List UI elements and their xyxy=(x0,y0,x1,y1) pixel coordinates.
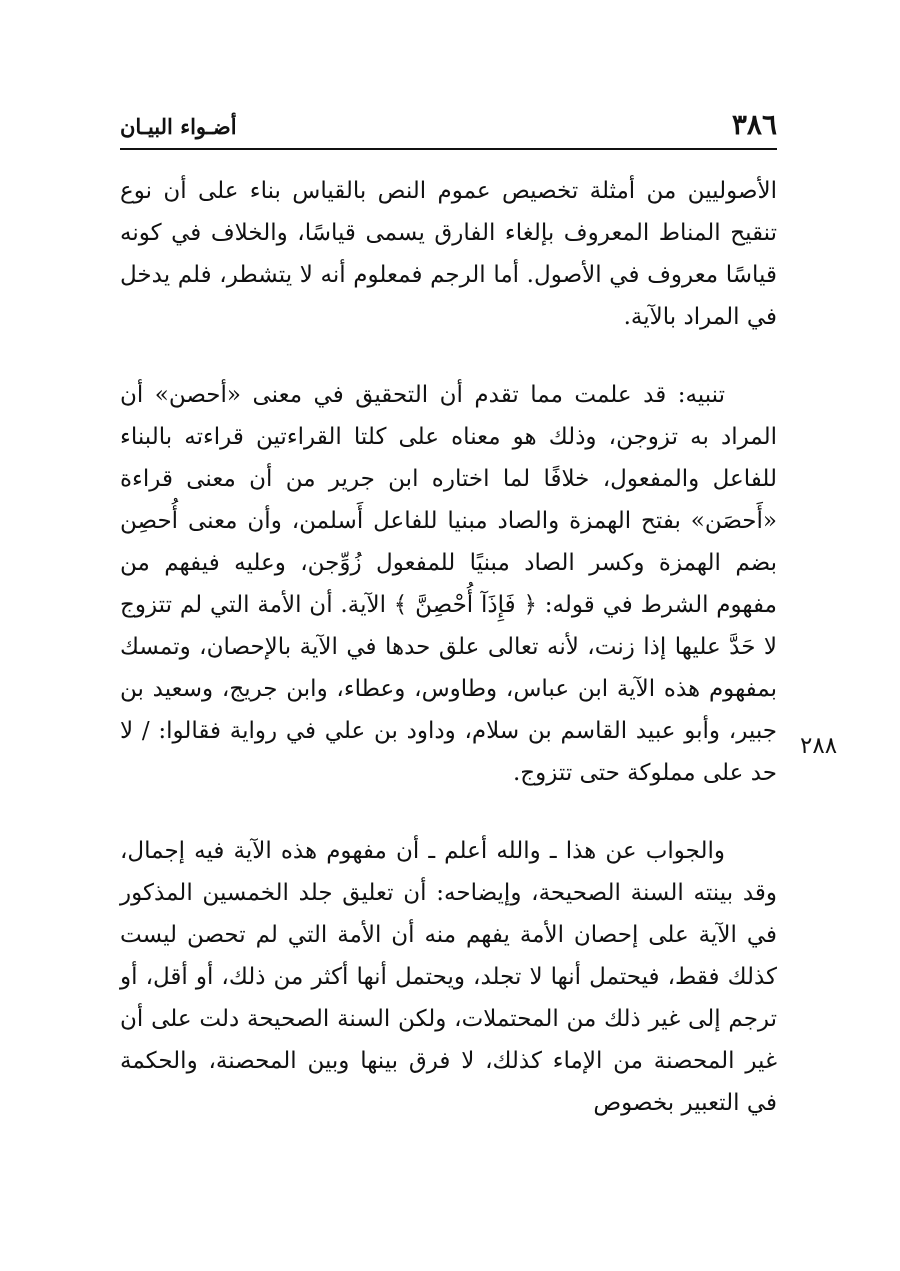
paragraph-3: والجواب عن هذا ـ والله أعلم ـ أن مفهوم هذه الآية فيه إجمال، وقد بينته السنة الصحيحة، وإيضاحه: أن تعليق جلد الخمسين المذكور في الآية على إحصان الأمة يفهم منه أن الأمة التي لم تحصن ليست كذلك فقط، فيحتمل أنها لا تجلد، ويحتمل أنها أكثر من ذلك، أو أقل، أو ترجم إلى غير ذلك من المحتملات، ولكن السنة الصحيحة دلت على أن غير المحصنة من الإماء كذلك، لا فرق بينها وبين المحصنة، والحكمة في التعبير بخصوص xyxy=(120,838,777,1116)
book-title: أضـواء البيـان xyxy=(120,114,237,139)
paragraph-2: تنبيه: قد علمت مما تقدم أن التحقيق في معنى «أحصن» أن المراد به تزوجن، وذلك هو معناه على كلتا القراءتين قراءته بالبناء للفاعل والمفعول، خلافًا لما اختاره ابن جرير من أن معنى قراءة «أَحصَن» بفتح الهمزة والصاد مبنيا للفاعل أَسلمن، وأن معنى أُحصِن بضم الهمزة وكسر الصاد مبنيًا للمفعول زُوِّجن، وعليه فيفهم من مفهوم الشرط في قوله: ﴿ فَإِذَآ أُحْصِنَّ ﴾ الآية. أن الأمة التي لم تتزوج لا حَدَّ عليها إذا زنت، لأنه تعالى علق حدها في الآية بالإحصان، وتمسك بمفهوم هذه الآية ابن عباس، وطاوس، وعطاء، وابن جريج، وسعيد بن جبير، وأبو عبيد القاسم بن سلام، وداود بن علي في رواية فقالوا: / لا حد على مملوكة حتى تتزوج. xyxy=(120,382,777,786)
page-number: ٣٨٦ xyxy=(731,108,777,141)
page-header xyxy=(120,104,777,150)
body-text xyxy=(120,170,777,1124)
paragraph-gap xyxy=(120,338,777,374)
original-page-marker: ٢٨٨ xyxy=(800,733,838,759)
paragraph-1: الأصوليين من أمثلة تخصيص عموم النص بالقياس بناء على أن نوع تنقيح المناط المعروف بإلغاء الفارق يسمى قياسًا، والخلاف في كونه قياسًا معروف في الأصول. أما الرجم فمعلوم أنه لا يتشطر، فلم يدخل في المراد بالآية. xyxy=(120,178,777,330)
paragraph-gap xyxy=(120,794,777,830)
